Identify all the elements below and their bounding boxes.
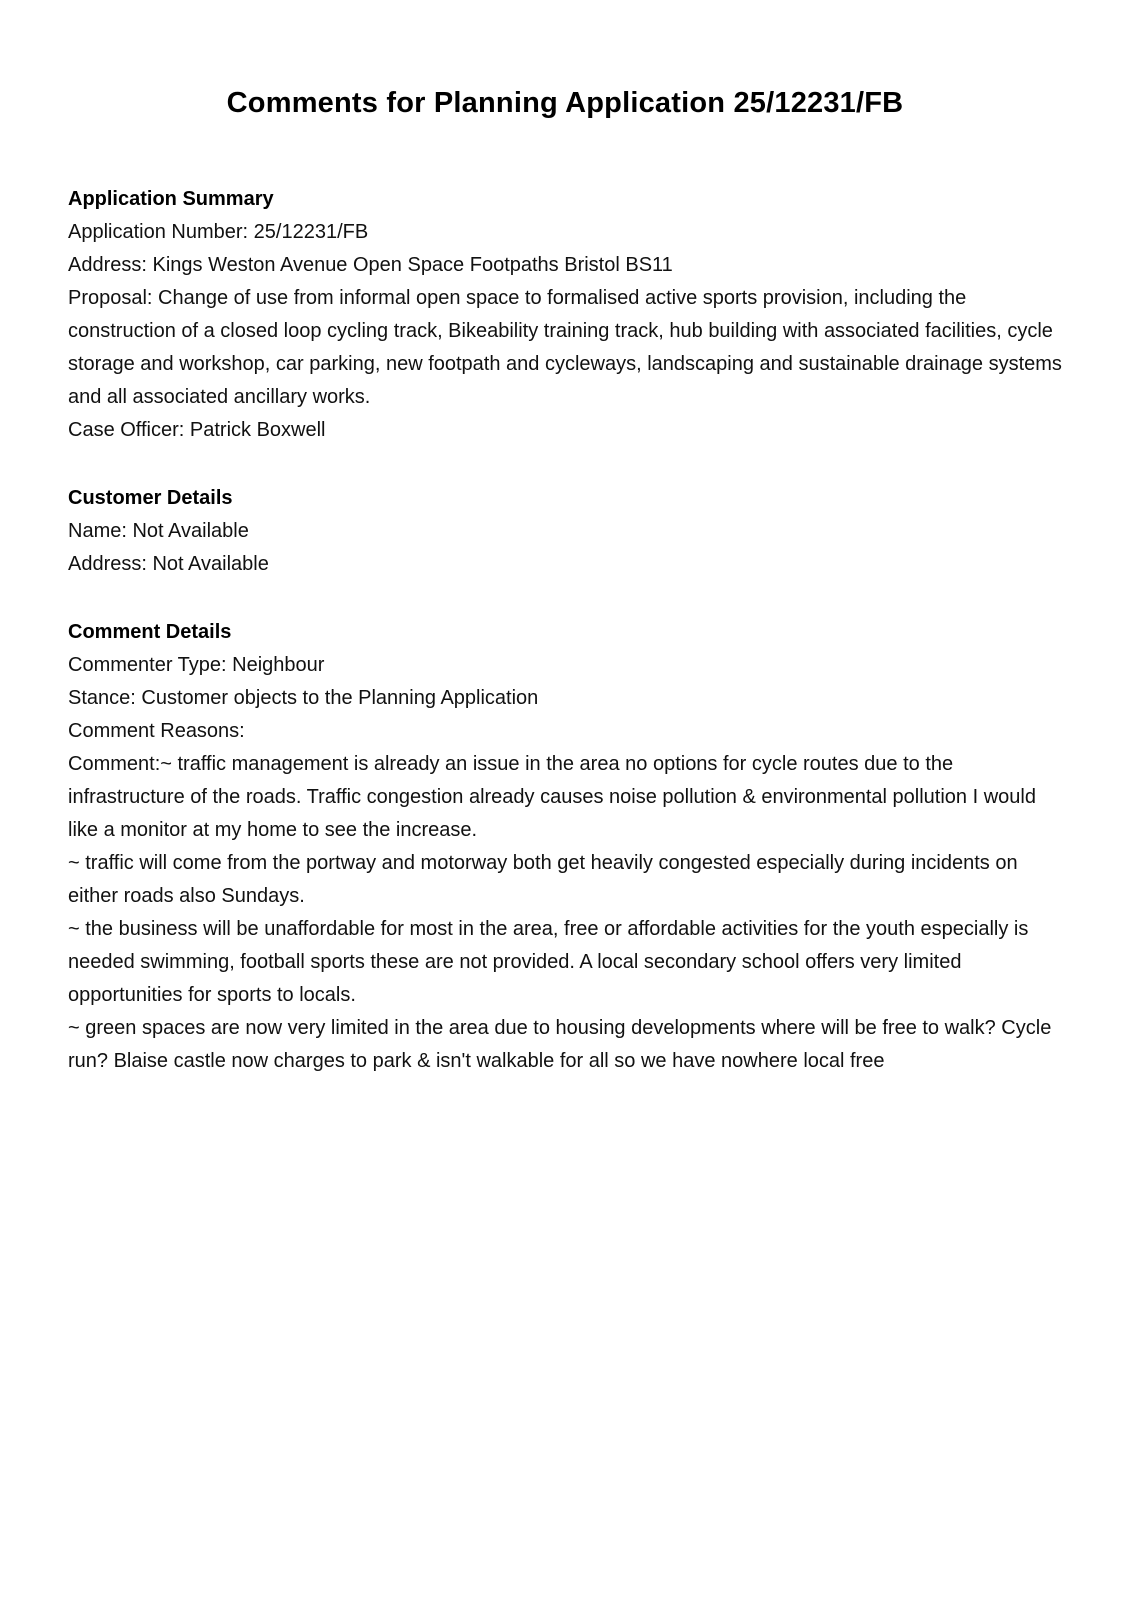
comment-body-paragraph-4: ~ green spaces are now very limited in the area due to housing developments where will be free to walk? Cycle run? Blaise castle now charges to park & isn't walkable for all so we have nowhere local free [68,1016,1052,1072]
section-customer-details [68,482,1062,581]
document-title: Comments for Planning Application 25/12231/FB [226,87,904,119]
stance-line: Stance: Customer objects to the Planning Application [68,686,539,709]
application-address-line: Address: Kings Weston Avenue Open Space Footpaths Bristol BS11 [68,253,673,276]
application-number-line: Application Number: 25/12231/FB [68,220,369,243]
customer-name-line: Name: Not Available [68,519,249,542]
comment-body-paragraph-1: Comment:~ traffic management is already an issue in the area no options for cycle routes due to the infrastructure of the roads. Traffic congestion already causes noise pollution & environmental pollution I would like a monitor at my home to see the increase. [68,752,1036,841]
section-application-summary [68,183,1062,447]
comment-body-paragraph-3: ~ the business will be unaffordable for most in the area, free or affordable activities for the youth especially is needed swimming, football sports these are not provided. A local secondary school offers very limited opportunities for sports to locals. [68,917,1029,1006]
commenter-type-line: Commenter Type: Neighbour [68,653,325,676]
comment-details-heading: Comment Details [68,620,232,643]
customer-address-line: Address: Not Available [68,552,269,575]
section-comment-details [68,616,1062,1078]
customer-details-heading: Customer Details [68,486,233,509]
application-proposal-line: Proposal: Change of use from informal open space to formalised active sports provision, including the construction of a closed loop cycling track, Bikeability training track, hub building with associated facilities, cycle storage and workshop, car parking, new footpath and cycleways, landscaping and sustainable drainage systems and all associated ancillary works. [68,286,1062,408]
application-summary-heading: Application Summary [68,187,274,210]
comment-body-paragraph-2: ~ traffic will come from the portway and motorway both get heavily congested especially during incidents on either roads also Sundays. [68,851,1018,907]
comment-reasons-line: Comment Reasons: [68,719,245,742]
case-officer-line: Case Officer: Patrick Boxwell [68,418,326,441]
